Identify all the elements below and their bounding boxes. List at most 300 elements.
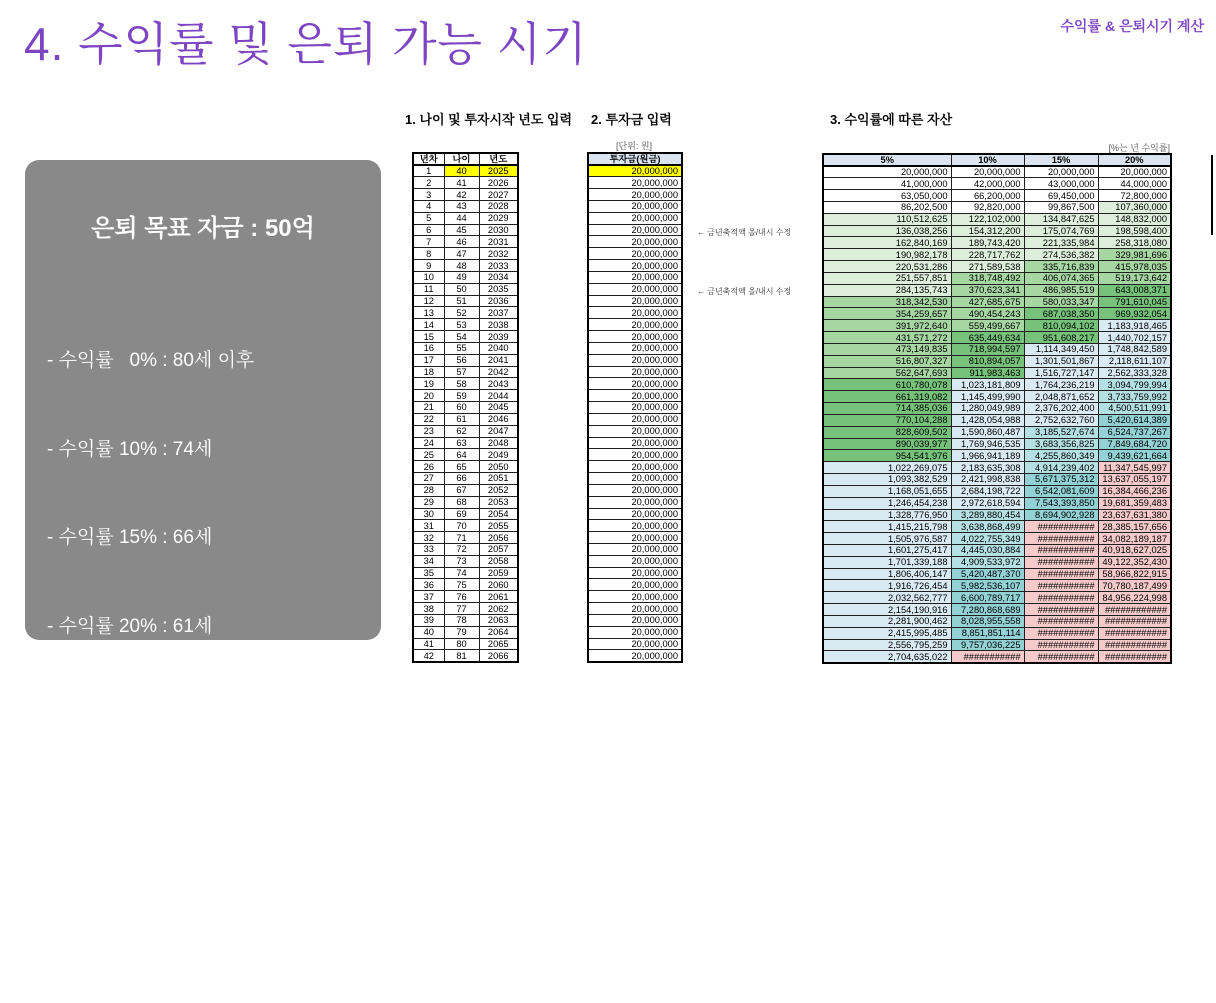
cell: 1,966,941,189 [951,450,1024,462]
column-header: 나이 [444,153,479,165]
cell: 20,000,000 [588,496,682,508]
cell: 12 [413,295,444,307]
table-row [823,272,1171,284]
table-row [413,271,518,283]
cell: 7,280,868,689 [951,604,1024,616]
cell: 16 [413,342,444,354]
table-row [823,627,1171,639]
cell: 3,733,759,992 [1098,391,1171,403]
table-row [413,603,518,615]
table-row [588,461,682,473]
cell: 122,102,000 [951,213,1024,225]
cell: 2,376,202,400 [1024,403,1098,415]
cell: 954,541,976 [823,450,951,462]
table-row [588,449,682,461]
cell: 28 [413,484,444,496]
column-header: 5% [823,154,951,166]
table-row [588,295,682,307]
table-row [588,532,682,544]
section-label-asset-by-yield: 3. 수익률에 따른 자산 [830,112,953,127]
table-row [823,450,1171,462]
table-row [823,237,1171,249]
cell: 20,000,000 [588,520,682,532]
table-row [413,378,518,390]
cell: 69,450,000 [1024,190,1098,202]
cell: 16,384,466,236 [1098,485,1171,497]
table-row [413,591,518,603]
cell: 20,000,000 [588,307,682,319]
table-header-row [823,154,1171,166]
cell: 2028 [479,200,518,212]
cell: 39 [413,614,444,626]
cell: 58,966,822,915 [1098,568,1171,580]
cell: 20,000,000 [588,224,682,236]
goal-item: - 수익률 20% 달성 (잃지않는 투자) [39,917,325,938]
cell: 99,867,500 [1024,201,1098,213]
table-row [588,402,682,414]
table-row [413,567,518,579]
table-row [588,579,682,591]
cell: 415,978,035 [1098,261,1171,273]
cell: 318,748,492 [951,272,1024,284]
table-row [823,201,1171,213]
cell: 3,638,868,499 [951,521,1024,533]
cell: 2,684,198,722 [951,485,1024,497]
cell: 36 [413,579,444,591]
cell: 770,104,288 [823,414,951,426]
table-row [413,449,518,461]
cell: 6 [413,224,444,236]
cell: 2,048,871,652 [1024,391,1098,403]
cell: 2,556,795,259 [823,639,951,651]
cell: 406,074,365 [1024,272,1098,284]
cell: 20,000,000 [588,200,682,212]
table-row [413,390,518,402]
cell: 63,050,000 [823,190,951,202]
cell: 4,500,511,991 [1098,403,1171,415]
cell: 58 [444,378,479,390]
cell: 9,439,621,664 [1098,450,1171,462]
table-row [588,271,682,283]
table-row [588,437,682,449]
cell: 2038 [479,319,518,331]
cell: 62 [444,425,479,437]
table-row [823,391,1171,403]
cell: 107,360,000 [1098,201,1171,213]
cell: 189,743,420 [951,237,1024,249]
cell: 4,255,860,349 [1024,450,1098,462]
cell: 43,000,000 [1024,178,1098,190]
cell: 431,571,272 [823,332,951,344]
table-row [588,354,682,366]
table-row [823,249,1171,261]
cell: 81 [444,650,479,662]
cell: 2036 [479,295,518,307]
cell: 5,420,487,370 [951,568,1024,580]
cell: 718,994,597 [951,343,1024,355]
cell: 2066 [479,650,518,662]
cell: 154,312,200 [951,225,1024,237]
cell: 2051 [479,473,518,485]
cell: 46 [444,236,479,248]
table-row [413,532,518,544]
cell: 2027 [479,189,518,201]
cell: 52 [444,307,479,319]
table-row [413,283,518,295]
cell: 4,445,030,884 [951,545,1024,557]
cell: 1,145,499,990 [951,391,1024,403]
cell: ########### [1024,521,1098,533]
table-row [588,650,682,662]
cell: 79 [444,626,479,638]
table-row [823,166,1171,178]
asset-table-body [823,166,1171,663]
cell: 329,981,696 [1098,249,1171,261]
cell: 66 [444,473,479,485]
cell: 20,000,000 [588,532,682,544]
cell: 1,769,946,535 [951,438,1024,450]
table-row [823,414,1171,426]
table-row [588,165,682,177]
cell: 148,832,000 [1098,213,1171,225]
age-table-body [413,165,518,662]
cell: 2025 [479,165,518,177]
page-title: 4. 수익률 및 은퇴 가능 시기 [24,18,588,70]
cell: 49,122,352,430 [1098,556,1171,568]
table-row [823,580,1171,592]
cell: 486,985,519 [1024,284,1098,296]
cell: 3,185,527,674 [1024,426,1098,438]
cell: 9,757,036,225 [951,639,1024,651]
cell: 643,008,371 [1098,284,1171,296]
cell: 20,000,000 [588,567,682,579]
retirement-age-item: - 수익률 20% : 61세 [47,615,213,637]
table-row [413,260,518,272]
cell: 5 [413,212,444,224]
retirement-age-item: - 수익률 0% : 80세 이후 [47,350,255,371]
cell: 1,764,236,219 [1024,379,1098,391]
cell: 20,000,000 [588,555,682,567]
cell: 35 [413,567,444,579]
retirement-target-title: 은퇴 목표 자금 : 50억 [91,215,315,242]
table-row [588,638,682,650]
table-row [823,568,1171,580]
cell: 70,780,187,499 [1098,580,1171,592]
table-row [588,283,682,295]
table-row [588,366,682,378]
cell: 810,894,057 [951,355,1024,367]
cell: 271,589,538 [951,261,1024,273]
cell: 2043 [479,378,518,390]
cell: 562,647,693 [823,367,951,379]
cell: 2026 [479,177,518,189]
cell: 20,000,000 [588,165,682,177]
cell: 1 [413,165,444,177]
cell: 519,173,642 [1098,272,1171,284]
table-row [823,462,1171,474]
cell: 8,028,955,558 [951,615,1024,627]
table-row [588,390,682,402]
table-row [823,355,1171,367]
table-row [823,497,1171,509]
cell: ############ [1098,627,1171,639]
cell: 1,505,976,587 [823,533,951,545]
cell: 427,685,675 [951,296,1024,308]
table-row [823,521,1171,533]
cell: 68 [444,496,479,508]
cell: 2042 [479,366,518,378]
cell: 2037 [479,307,518,319]
cell: 43 [444,200,479,212]
cell: 31 [413,520,444,532]
cell: 2047 [479,425,518,437]
cell: ########### [1024,615,1098,627]
table-row [413,212,518,224]
cell: 2056 [479,532,518,544]
cell: 3 [413,189,444,201]
cell: 714,385,036 [823,403,951,415]
cell: 70 [444,520,479,532]
table-row [413,319,518,331]
cell: 8,851,851,114 [951,627,1024,639]
cell: 2,032,562,777 [823,592,951,604]
cell: 38 [413,603,444,615]
cell: 7 [413,236,444,248]
section-label-invest-input: 2. 투자금 입력 [591,112,672,127]
cell: 1,601,275,417 [823,545,951,557]
cell: 2,281,900,462 [823,615,951,627]
cell: 19 [413,378,444,390]
cell: 42 [413,650,444,662]
cell: 1,022,269,075 [823,462,951,474]
cell: 40,918,627,025 [1098,545,1171,557]
cell: 77 [444,603,479,615]
cell: 1,183,918,465 [1098,320,1171,332]
cell: 20,000,000 [588,473,682,485]
cell: 2053 [479,496,518,508]
table-row [823,533,1171,545]
unit-note: [단위: 원] [615,141,653,151]
cell: 5,420,614,389 [1098,414,1171,426]
table-header-row [413,153,518,165]
cell: 2,752,632,760 [1024,414,1098,426]
table-row [413,496,518,508]
cell: 1,114,349,450 [1024,343,1098,355]
cell: 30 [413,508,444,520]
table-row [413,555,518,567]
cell: 74 [444,567,479,579]
table-row [413,295,518,307]
cell: 20,000,000 [588,449,682,461]
table-row [588,189,682,201]
table-row [823,639,1171,651]
cell: ########### [1024,592,1098,604]
table-row [413,579,518,591]
cell: 134,847,625 [1024,213,1098,225]
corner-label: 수익률 & 은퇴시기 계산 [1060,18,1204,34]
invest-table-body [588,165,682,662]
table-row [413,189,518,201]
cell: 635,449,634 [951,332,1024,344]
cell: 10 [413,271,444,283]
table-row [413,342,518,354]
cell: 78 [444,614,479,626]
cell: 20,000,000 [823,166,951,178]
cell: 2045 [479,402,518,414]
cell: 370,623,341 [951,284,1024,296]
table-row [823,545,1171,557]
table-row [413,366,518,378]
table-row [413,650,518,662]
cell: 20,000,000 [588,437,682,449]
cell: 2060 [479,579,518,591]
cell: 20,000,000 [588,413,682,425]
table-row [823,320,1171,332]
table-row [823,367,1171,379]
cell: 44,000,000 [1098,178,1171,190]
table-row [413,236,518,248]
cell: ############ [1098,639,1171,651]
cell: 2058 [479,555,518,567]
cell: 20,000,000 [588,650,682,662]
cell: 2046 [479,413,518,425]
cell: 11 [413,283,444,295]
table-row [588,603,682,615]
cell: 1,023,181,809 [951,379,1024,391]
table-row [588,544,682,556]
cell: 559,499,667 [951,320,1024,332]
table-row [413,307,518,319]
cell: 13,637,055,197 [1098,474,1171,486]
cell: 4,022,755,349 [951,533,1024,545]
goal-title: 목표 은퇴시기를 달성하기 위해 [69,736,337,758]
cell: 1,806,406,147 [823,568,951,580]
table-row [588,484,682,496]
table-row [823,379,1171,391]
cell: 6,600,789,717 [951,592,1024,604]
cell: 5,982,536,107 [951,580,1024,592]
cell: 2,118,611,107 [1098,355,1171,367]
table-row [588,555,682,567]
cell: 4,914,239,402 [1024,462,1098,474]
cell: ########### [1024,556,1098,568]
cell: ########### [1024,604,1098,616]
table-row [823,615,1171,627]
table-row [823,225,1171,237]
cell: ############ [1098,651,1171,663]
cell: 1,168,051,655 [823,485,951,497]
table-row [588,177,682,189]
cell: 33 [413,544,444,556]
cell: 20,000,000 [588,461,682,473]
table-row [823,426,1171,438]
yield-note: [%는 년 수익률] [1108,143,1170,153]
cell: 6,524,737,267 [1098,426,1171,438]
cell: 17 [413,354,444,366]
table-row [823,332,1171,344]
cell: ########### [1024,651,1098,663]
cell: 391,972,640 [823,320,951,332]
cell: 110,512,625 [823,213,951,225]
cell: 22 [413,413,444,425]
table-row [588,567,682,579]
section-label-age-input: 1. 나이 및 투자시작 년도 입력 [405,112,573,127]
cell: 20,000,000 [588,354,682,366]
cell: 20,000,000 [588,283,682,295]
table-row [823,261,1171,273]
cell: 2055 [479,520,518,532]
cell: 20,000,000 [588,177,682,189]
cell: 1,246,454,238 [823,497,951,509]
table-row [588,307,682,319]
cell: 73 [444,555,479,567]
cell: 45 [444,224,479,236]
cell: 72 [444,544,479,556]
cell: 66,200,000 [951,190,1024,202]
table-row [588,378,682,390]
cell: 7,849,684,720 [1098,438,1171,450]
cell: 23 [413,425,444,437]
vertical-divider-line [1211,155,1213,235]
cell: 59 [444,390,479,402]
cell: 20,000,000 [588,189,682,201]
cell: 20,000,000 [588,260,682,272]
table-row [413,165,518,177]
cell: 4 [413,200,444,212]
table-row [588,496,682,508]
table-row [588,319,682,331]
table-row [413,437,518,449]
cell: 1,301,501,867 [1024,355,1098,367]
cell: 64 [444,449,479,461]
cell: 20,000,000 [588,378,682,390]
table-row [588,212,682,224]
cell: 1,916,726,454 [823,580,951,592]
cell: 19,681,359,483 [1098,497,1171,509]
cell: 42,000,000 [951,178,1024,190]
retirement-summary-box [25,160,381,938]
cell: 2063 [479,614,518,626]
cell: 490,454,243 [951,308,1024,320]
cell: 175,074,769 [1024,225,1098,237]
table-row [588,473,682,485]
cell: 2050 [479,461,518,473]
cell: 580,033,347 [1024,296,1098,308]
cell: 810,094,102 [1024,320,1098,332]
table-row [588,508,682,520]
cell: 20,000,000 [588,342,682,354]
cell: 44 [444,212,479,224]
cell: 2,562,333,328 [1098,367,1171,379]
table-row [588,331,682,343]
table-row [588,236,682,248]
cell: 2,183,635,308 [951,462,1024,474]
table-row [413,402,518,414]
cell: 50 [444,283,479,295]
cell: 2,704,635,022 [823,651,951,663]
cell: 9 [413,260,444,272]
table-row [413,638,518,650]
cell: 2065 [479,638,518,650]
cell: 661,319,082 [823,391,951,403]
cell: 2049 [479,449,518,461]
cell: 32 [413,532,444,544]
cell: 20,000,000 [951,166,1024,178]
cell: 8,694,902,928 [1024,509,1098,521]
cell: 258,318,080 [1098,237,1171,249]
table-header-row [588,153,682,165]
table-row [823,592,1171,604]
